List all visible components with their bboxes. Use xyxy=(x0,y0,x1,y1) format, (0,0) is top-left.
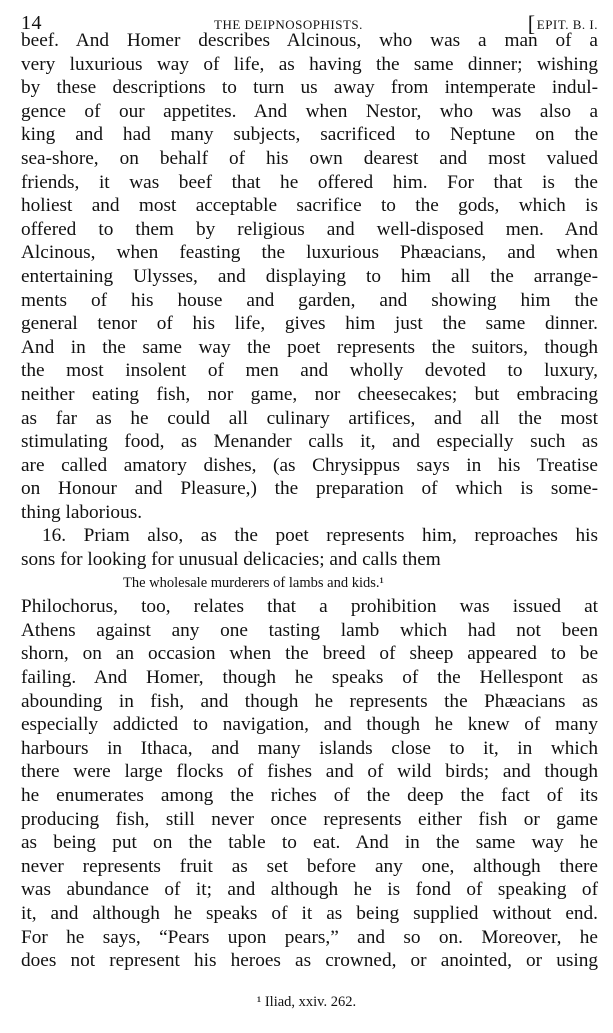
text-line: as far as he could all culinary artifices, and all the most xyxy=(21,407,598,429)
text-line: by these descriptions to turn us away from intemperate indul- xyxy=(21,77,598,99)
text-line: abounding in fish, and though he represents the Phæacians as xyxy=(21,690,598,712)
text-line: The wholesale murderers of lambs and kids.¹ xyxy=(123,574,384,591)
text-line: failing. And Homer, though he speaks of the Hellespont as xyxy=(21,667,598,689)
text-line: Athens against any one tasting lamb which had not been xyxy=(21,619,598,641)
text-line: does not represent his heroes as crowned, or anointed, or using xyxy=(21,950,598,972)
text-line: Alcinous, when feasting the luxurious Phæacians, and when xyxy=(21,242,598,264)
paragraph xyxy=(21,595,598,973)
text-line: very luxurious way of life, as having the same dinner; wishing xyxy=(21,53,598,75)
paragraph xyxy=(21,524,598,571)
text-line: on Honour and Pleasure,) the preparation of which is some- xyxy=(21,478,598,500)
text-line: especially addicted to navigation, and though he knew of many xyxy=(21,714,598,736)
text-line: Philochorus, too, relates that a prohibition was issued at xyxy=(21,596,598,618)
text-line: neither eating fish, nor game, nor cheesecakes; but embracing xyxy=(21,383,598,405)
paragraph xyxy=(21,29,598,524)
block-quote xyxy=(21,572,598,596)
text-line: are called amatory dishes, (as Chrysippus says in his Treatise xyxy=(21,454,598,476)
running-title: THE DEIPNOSOPHISTS. xyxy=(214,17,363,32)
page-number: 14 xyxy=(21,12,42,34)
text-line: the most insolent of men and wholly devoted to luxury, xyxy=(21,360,598,382)
text-line: For he says, “Pears upon pears,” and so on. Moreover, he xyxy=(21,926,598,948)
text-line: holiest and most acceptable sacrifice to the gods, which is xyxy=(21,195,598,217)
text-line: offered to them by religious and well-disposed men. And xyxy=(21,218,598,240)
text-line: as being put on the table to eat. And in the same way he xyxy=(21,832,598,854)
text-line: gence of our appetites. And when Nestor, who was also a xyxy=(21,100,598,122)
text-line: it, and although he speaks of it as being supplied without end. xyxy=(21,902,598,924)
text-line: sea-shore, on behalf of his own dearest and most valued xyxy=(21,147,598,169)
text-line: stimulating food, as Menander calls it, and especially such as xyxy=(21,431,598,453)
text-line: general tenor of his life, gives him just the same dinner. xyxy=(21,313,598,335)
text-line: there were large flocks of fishes and of wild birds; and though xyxy=(21,761,598,783)
text-line: friends, it was beef that he offered him. For that is the xyxy=(21,171,598,193)
text-line: he enumerates among the riches of the deep the fact of its xyxy=(21,785,598,806)
section-marker: [ EPIT. B. I. xyxy=(537,17,598,33)
text-line: shorn, on an occasion when the breed of sheep appeared to be xyxy=(21,643,598,665)
text-line: king and had many subjects, sacrificed to Neptune on the xyxy=(21,124,598,146)
text-line: entertaining Ulysses, and displaying to him all the arrange- xyxy=(21,265,598,287)
text-line: thing laborious. xyxy=(21,501,143,523)
text-line: was abundance of it; and although he is fond of speaking of xyxy=(21,879,598,901)
text-line: ments of his house and garden, and showing him the xyxy=(21,289,598,311)
text-line: never represents fruit as set before any one, although there xyxy=(21,855,598,877)
text-line: And in the same way the poet represents the suitors, though xyxy=(21,336,598,358)
text-line: 16. Priam also, as the poet represents him, reproaches his xyxy=(42,525,598,547)
footnote: ¹ Iliad, xxiv. 262. xyxy=(256,994,357,1010)
text-line: sons for looking for unusual delicacies; and calls them xyxy=(21,549,441,571)
text-line: beef. And Homer describes Alcinous, who was a man of a xyxy=(21,30,598,51)
page-body xyxy=(21,29,598,973)
text-line: producing fish, still never once represents either fish or game xyxy=(21,808,598,830)
text-line: harbours in Ithaca, and many islands close to it, in which xyxy=(21,737,598,759)
